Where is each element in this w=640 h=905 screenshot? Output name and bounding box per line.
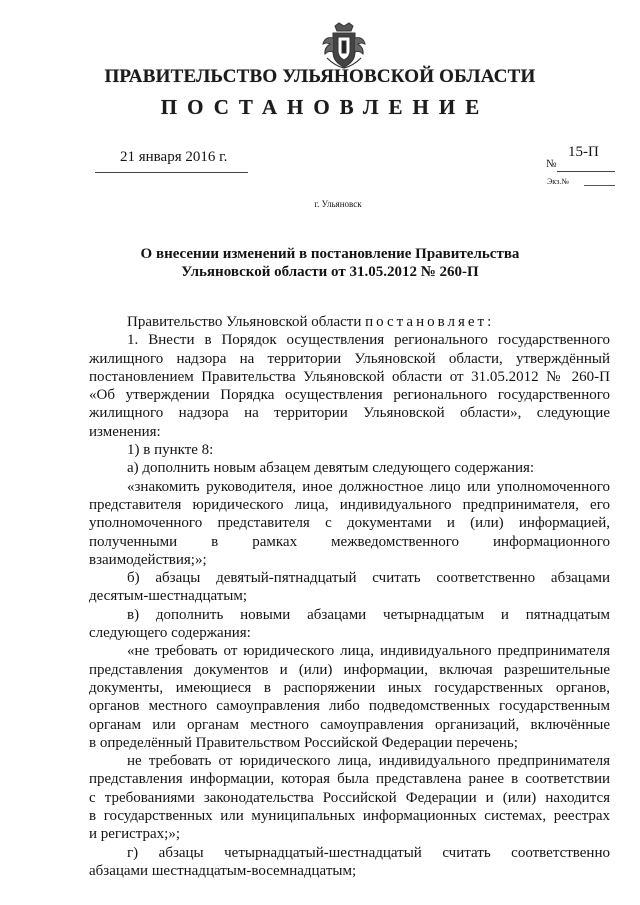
body-line: постановлением Правительства Ульяновской области от 31.05.2012 № 260-П (89, 368, 610, 385)
subject-line: О внесении изменений в постановление Правительства (140, 246, 520, 262)
body-line: представителя юридического лица, индивидуального предпринимателя, его (89, 496, 610, 513)
body-line: органам или органам местного самоуправления организаций, включённые (89, 716, 610, 733)
body-line: 1. Внести в Порядок осуществления регионального государственного (127, 332, 610, 349)
body-line: г) абзацы четырнадцатый-шестнадцатый считать соответственно (127, 844, 610, 861)
body-line: с требованиями законодательства Российской Федерации и (или) находится (89, 789, 610, 806)
body-line: а) дополнить новым абзацем девятым следующего содержания: (127, 460, 535, 477)
date-underline (95, 172, 248, 173)
document-number: 15-П (568, 144, 599, 160)
body-line: не требовать от юридического лица, индивидуального предпринимателя (127, 753, 610, 770)
body-line: следующего содержания: (89, 625, 251, 642)
number-sign: № (546, 158, 557, 170)
body-line: «не требовать от юридического лица, индивидуального предпринимателя (127, 643, 610, 660)
subject-line: Ульяновской области от 31.05.2012 № 260-П (181, 264, 479, 280)
body-line: полученными в рамках межведомственного информационного (89, 533, 610, 550)
number-underline (557, 171, 615, 172)
document-date: 21 января 2016 г. (120, 149, 228, 165)
preamble-decree-word: постановляет: (365, 314, 495, 330)
body-lines (89, 331, 610, 880)
body-line: представления документов и (или) информации, включая разрешительные (89, 661, 610, 678)
city-label: г. Ульяновск (314, 199, 362, 209)
body-line: документы, имеющиеся в распоряжении иных государственных органов, (89, 679, 610, 696)
preamble-text: Правительство Ульяновской области (127, 314, 366, 330)
body-line: жилищного надзора на территории Ульяновской области, утверждённый (89, 350, 610, 367)
body-line: представления информации, которая была представлена ранее в соответствии (89, 771, 610, 788)
body-line: абзацами шестнадцатым-восемнадцатым; (89, 862, 357, 879)
document-body (89, 313, 610, 880)
government-title: ПРАВИТЕЛЬСТВО УЛЬЯНОВСКОЙ ОБЛАСТИ (104, 66, 536, 87)
body-line: в государственных или муниципальных информационных системах, реестрах (89, 808, 610, 825)
copy-number-label: Экз.№ (547, 177, 569, 186)
body-line: органов местного самоуправления либо подведомственных государственным (89, 698, 610, 715)
body-line: б) абзацы девятый-пятнадцатый считать соответственно абзацами (127, 570, 610, 587)
body-line: «знакомить руководителя, иное должностное лицо или уполномоченного (127, 478, 610, 495)
body-line: 1) в пункте 8: (127, 442, 214, 459)
document-subject (100, 245, 560, 281)
copy-number-underline (584, 185, 615, 186)
body-line: в определённый Правительством Российской Федерации перечень; (89, 734, 518, 751)
body-line: взаимодействия;»; (89, 551, 207, 568)
body-line: десятым-шестнадцатым; (89, 588, 248, 605)
body-line: в) дополнить новыми абзацами четырнадцатым и пятнадцатым (127, 606, 610, 623)
body-line: уполномоченного представителя с документами и (или) информацией, (89, 515, 610, 532)
coat-of-arms-icon (321, 22, 367, 70)
body-line: «Об утверждении Порядка осуществления регионального государственного (89, 387, 610, 404)
body-line: и регистрах;»; (89, 826, 181, 843)
body-line: жилищного надзора на территории Ульяновской области», следующие (89, 405, 610, 422)
preamble (89, 313, 610, 331)
document-type-title: ПОСТАНОВЛЕНИЕ (160, 95, 490, 119)
body-line: изменения: (89, 423, 161, 440)
